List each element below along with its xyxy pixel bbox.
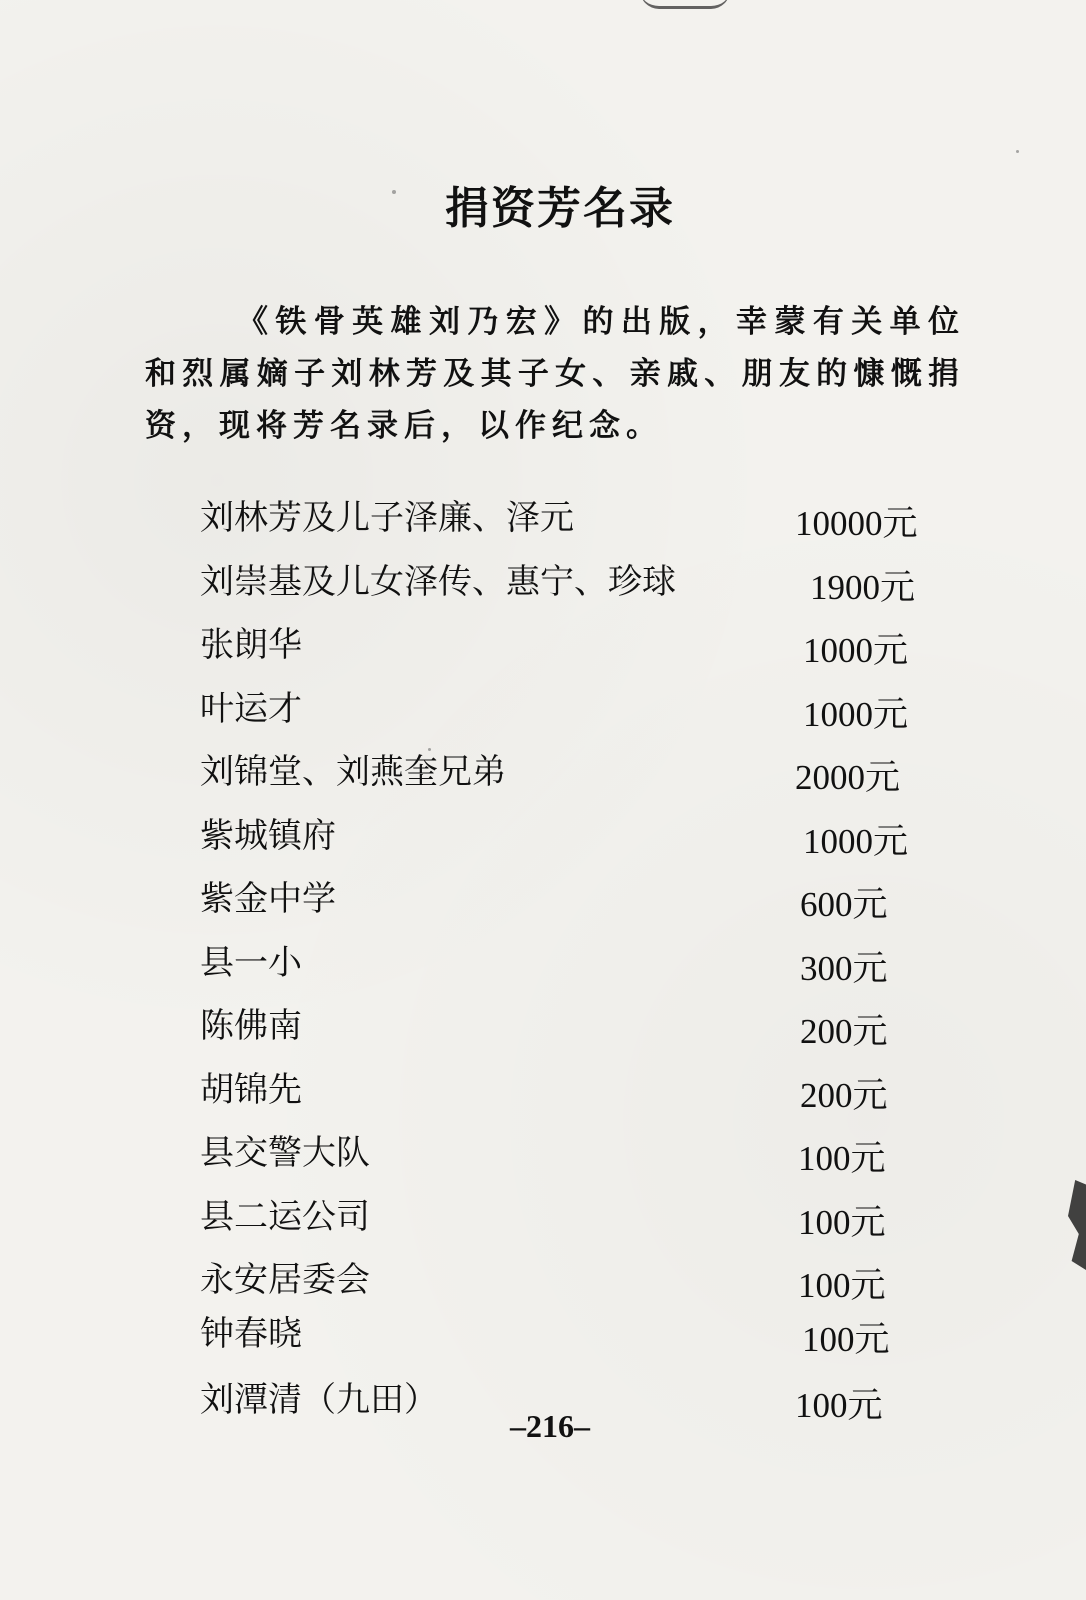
donor-name: 县交警大队: [200, 1133, 370, 1173]
donor-row: [200, 1306, 940, 1372]
scan-mark: [640, 0, 730, 9]
donor-row: [200, 1062, 940, 1126]
donor-row: [200, 1189, 940, 1253]
scan-speck: [428, 748, 431, 751]
donor-name: 刘林芳及儿子泽廉、泽元: [200, 498, 574, 538]
donor-amount: 100元: [798, 1266, 886, 1305]
donor-name: 陈佛南: [200, 1006, 302, 1046]
donor-row: [200, 554, 940, 618]
donor-amount: 100元: [798, 1139, 886, 1178]
donor-row: [200, 1125, 940, 1189]
donor-name: 永安居委会: [200, 1260, 370, 1300]
donor-amount: 1000元: [803, 821, 909, 861]
donor-row: [200, 681, 940, 745]
donor-amount: 100元: [798, 1202, 886, 1242]
donor-row: [200, 744, 940, 808]
donor-name: 刘潭清（九田）: [200, 1380, 438, 1420]
donor-amount: 1000元: [803, 631, 909, 670]
donor-name: 胡锦先: [200, 1069, 302, 1110]
donor-amount: 1000元: [803, 694, 909, 734]
donor-row: [200, 808, 940, 872]
intro-paragraph: 《铁骨英雄刘乃宏》的出版，幸蒙有关单位和烈属嫡子刘林芳及其子女、亲戚、朋友的慷慨捐资，现将芳名录后，以作纪念。: [145, 304, 965, 444]
donor-amount: 600元: [800, 885, 888, 924]
donor-name: 钟春晓: [200, 1314, 302, 1354]
donor-row: [200, 490, 940, 554]
donor-amount: 200元: [800, 1012, 888, 1051]
donor-amount: 100元: [795, 1386, 883, 1425]
donor-row: [200, 617, 940, 681]
donor-amount: 2000元: [795, 758, 901, 797]
donor-name: 叶运才: [200, 688, 302, 729]
page-title: 捐资芳名录: [445, 183, 675, 234]
donor-name: 县二运公司: [200, 1196, 370, 1237]
donor-amount: 1900元: [810, 567, 916, 607]
donor-name: 县一小: [200, 942, 302, 983]
donor-name: 紫金中学: [200, 879, 336, 919]
donor-row: [200, 871, 940, 935]
donor-row: [200, 935, 940, 999]
donor-row: [200, 998, 940, 1062]
page-number: –216–: [510, 1408, 590, 1444]
scan-edge-mark: [1068, 1180, 1086, 1270]
donor-amount: 100元: [802, 1320, 890, 1359]
donor-name: 刘崇基及儿女泽传、惠宁、珍球: [200, 561, 676, 602]
donor-amount: 10000元: [795, 504, 918, 543]
donor-name: 张朗华: [200, 625, 302, 665]
donor-name: 紫城镇府: [200, 815, 336, 856]
donor-row: [200, 1252, 940, 1306]
donor-amount: 300元: [800, 948, 888, 988]
scan-speck: [392, 190, 396, 194]
donor-amount: 200元: [800, 1075, 888, 1115]
donor-name: 刘锦堂、刘燕奎兄弟: [200, 752, 506, 792]
scan-speck: [1016, 150, 1019, 153]
donor-list: [200, 490, 940, 1436]
